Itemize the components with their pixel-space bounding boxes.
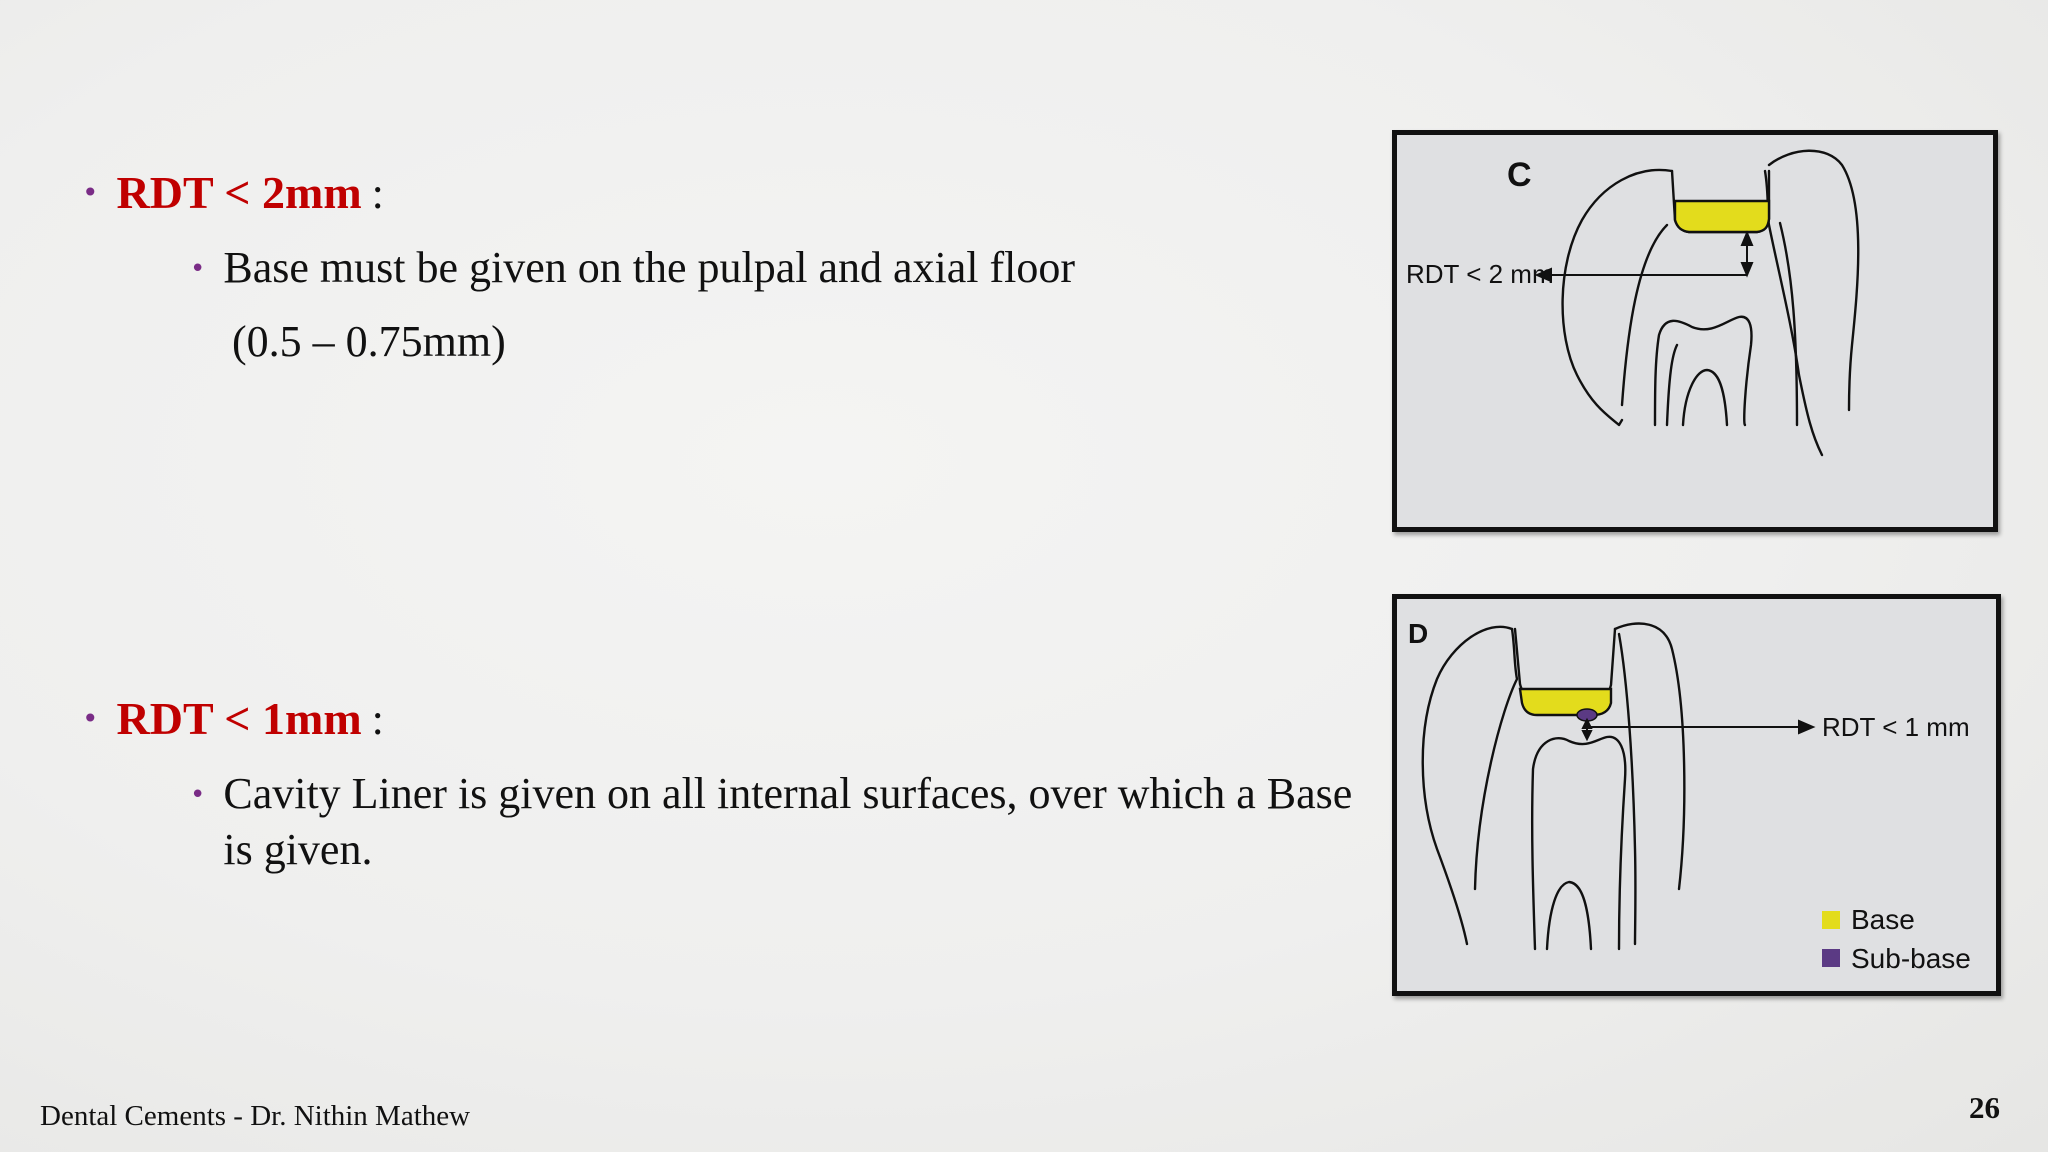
crown-outline-far-right xyxy=(1769,151,1858,410)
tooth-diagram-d xyxy=(1397,599,1996,991)
bullet-colon: : xyxy=(371,169,384,218)
rdt-double-arrow xyxy=(1742,233,1752,275)
figure-d-rdt-1mm xyxy=(1392,594,2001,996)
sub-bullet-dot: • xyxy=(190,254,206,284)
bullet-rdt-2mm xyxy=(82,166,384,219)
crown-outline-left xyxy=(1423,627,1512,944)
sub-bullet-continuation: (0.5 – 0.75mm) xyxy=(232,317,506,366)
base-material xyxy=(1675,201,1769,232)
dentin-outline-right xyxy=(1780,223,1797,425)
rdt-double-arrow xyxy=(1583,720,1591,739)
legend-swatch-base xyxy=(1822,911,1840,929)
tooth-diagram-c xyxy=(1397,135,1993,527)
sub-bullet-base-floor xyxy=(190,240,1075,296)
legend-swatch-sub-base xyxy=(1822,949,1840,967)
rdt-label: RDT < 2 mm xyxy=(1406,259,1554,289)
root-left xyxy=(1667,345,1677,425)
rdt-label: RDT < 1 mm xyxy=(1822,712,1970,742)
sub-bullet-text: Cavity Liner is given on all internal surfaces, over which a Base is given. xyxy=(223,769,1353,874)
root-canal xyxy=(1547,882,1591,949)
crown-outline-far-right xyxy=(1619,634,1635,944)
page-number: 26 xyxy=(1969,1090,2000,1125)
bullet-dot: • xyxy=(82,702,99,735)
bullet-heading: RDT < 1mm xyxy=(116,693,362,744)
base-material xyxy=(1520,689,1611,715)
sub-bullet-text: Base must be given on the pulpal and axial floor xyxy=(223,243,1076,292)
root-canal xyxy=(1683,370,1727,425)
cavity-walls xyxy=(1515,629,1615,697)
figure-c-rdt-2mm xyxy=(1392,130,1998,532)
pulp-chamber xyxy=(1532,737,1625,949)
figure-letter: D xyxy=(1408,618,1429,649)
legend-label-base: Base xyxy=(1851,904,1915,935)
sub-bullet-dot: • xyxy=(190,780,206,810)
bullet-rdt-1mm xyxy=(82,692,384,745)
dentin-outline-left xyxy=(1622,225,1667,405)
bullet-colon: : xyxy=(371,695,384,744)
footer-text: Dental Cements - Dr. Nithin Mathew xyxy=(40,1100,471,1132)
sub-bullet-cavity-liner xyxy=(190,766,1360,878)
figure-letter: C xyxy=(1507,156,1532,194)
bullet-dot: • xyxy=(82,176,99,209)
legend-label-sub-base: Sub-base xyxy=(1851,943,1971,974)
bullet-heading: RDT < 2mm xyxy=(116,167,362,218)
label-arrow xyxy=(1587,721,1813,733)
crown-outline-left-inner xyxy=(1475,629,1517,889)
